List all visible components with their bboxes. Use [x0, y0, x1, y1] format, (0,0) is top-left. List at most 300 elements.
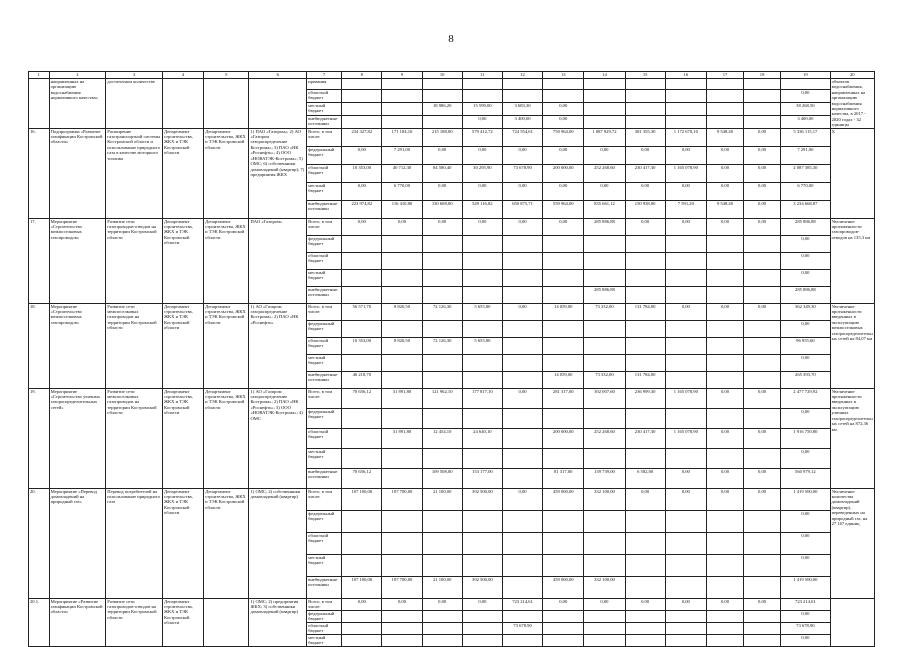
expected-result: Увеличение протяженности введенных в эксплуатацию межпоселковых газораспределительных сетей на 84,07 км: [830, 303, 874, 388]
amount-cell: [382, 468, 422, 488]
amount-cell: [625, 510, 665, 532]
amount-cell: [422, 448, 462, 468]
row-number: 16.: [29, 128, 50, 218]
funding-source: внебюджетные источники: [307, 286, 342, 303]
funding-source: федеральный бюджет: [307, 408, 342, 428]
table-row: [29, 303, 875, 320]
amount-cell: [706, 79, 743, 90]
amount-cell: [625, 532, 665, 554]
amount-cell: 5 336 115,17: [781, 128, 830, 146]
amount-cell: 0,00: [584, 598, 625, 610]
column-number: 2: [49, 72, 106, 79]
amount-cell: [625, 354, 665, 371]
column-number-row: [29, 72, 875, 79]
amount-cell: [502, 554, 542, 576]
amount-cell: 285 886,88: [781, 218, 830, 235]
amount-cell: 0,00: [781, 235, 830, 252]
funding-source: ирования: [307, 79, 342, 90]
amount-cell: [422, 89, 462, 102]
funding-source: внебюджетные источники: [307, 371, 342, 388]
responsible-executor: [204, 598, 249, 646]
funding-source: федеральный бюджет: [307, 510, 342, 532]
amount-cell: 3 683,30: [502, 102, 542, 115]
amount-cell: [744, 371, 781, 388]
amount-cell: [422, 269, 462, 286]
amount-cell: 0,00: [781, 532, 830, 554]
amount-cell: 362 349,30: [781, 303, 830, 320]
amount-cell: 0,00: [342, 146, 382, 164]
amount-cell: 0,00: [781, 320, 830, 337]
amount-cell: 73 332,00: [584, 303, 625, 320]
amount-cell: [502, 89, 542, 102]
amount-cell: 0,00: [744, 218, 781, 235]
column-number: 6: [249, 72, 307, 79]
amount-cell: 392 500,00: [462, 576, 502, 598]
amount-cell: [382, 89, 422, 102]
chief-budget-manager: Департамент строительства, ЖКХ и ТЭК Костромской области: [162, 388, 203, 488]
amount-cell: [625, 634, 665, 646]
amount-cell: [342, 510, 382, 532]
amount-cell: [744, 102, 781, 115]
amount-cell: [584, 448, 625, 468]
amount-cell: 31 891,80: [382, 388, 422, 408]
amount-cell: [665, 79, 706, 90]
amount-cell: 121 962,10: [422, 388, 462, 408]
amount-cell: 1 419 500,00: [781, 488, 830, 510]
amount-cell: 0,00: [665, 598, 706, 610]
amount-cell: 0,00: [342, 182, 382, 200]
amount-cell: 8 820,50: [382, 303, 422, 320]
amount-cell: 1 419 500,00: [781, 576, 830, 598]
amount-cell: 0,00: [706, 388, 743, 408]
amount-cell: [706, 115, 743, 128]
amount-cell: 12 454,10: [422, 428, 462, 448]
amount-cell: [342, 622, 382, 634]
amount-cell: [502, 468, 542, 488]
amount-cell: [462, 634, 502, 646]
measure-goal: Расширение газотранспортной системы Костромской области и использование природного газа в качестве моторного топлива: [106, 128, 163, 218]
table-row: [29, 79, 875, 90]
measure-name: Мероприятие «Строительство уличных газораспределительных сетей»: [49, 388, 106, 488]
amount-cell: [422, 554, 462, 576]
amount-cell: [502, 448, 542, 468]
amount-cell: 0,00: [543, 115, 584, 128]
amount-cell: [665, 337, 706, 354]
amount-cell: [584, 510, 625, 532]
page-number: 8: [448, 33, 454, 45]
amount-cell: 2 477 729,92: [781, 388, 830, 408]
amount-cell: [342, 269, 382, 286]
funding-source: внебюджетные источники: [307, 200, 342, 218]
amount-cell: 0,00: [744, 428, 781, 448]
amount-cell: 70 656,12: [342, 388, 382, 408]
amount-cell: 200 000,00: [543, 164, 584, 182]
amount-cell: 0,00: [543, 182, 584, 200]
amount-cell: 579 412,72: [462, 128, 502, 146]
amount-cell: [706, 576, 743, 598]
amount-cell: 0,00: [625, 488, 665, 510]
amount-cell: [422, 286, 462, 303]
amount-cell: [543, 79, 584, 90]
amount-cell: 96 955,60: [781, 337, 830, 354]
amount-cell: [706, 554, 743, 576]
amount-cell: [342, 115, 382, 128]
column-number: 9: [382, 72, 422, 79]
amount-cell: [502, 337, 542, 354]
amount-cell: [744, 269, 781, 286]
amount-cell: [584, 252, 625, 269]
measure-name: Мероприятие «Перевод домовладений на природный газ»: [49, 488, 106, 598]
funding-source: местный бюджет: [307, 269, 342, 286]
amount-cell: [665, 371, 706, 388]
amount-cell: 21 100,00: [422, 576, 462, 598]
participants: 1) АО «Газпром газораспределение Кострома»; 2) ПАО «НК «Роснефть»; 3) ООО «НОВАТЭК-Кострома»; 4) ОМС: [249, 388, 307, 488]
amount-cell: 5 655,80: [462, 303, 502, 320]
amount-cell: [625, 102, 665, 115]
amount-cell: 0,00: [382, 218, 422, 235]
amount-cell: [543, 320, 584, 337]
column-number: 1: [29, 72, 50, 79]
amount-cell: [462, 554, 502, 576]
amount-cell: 0,00: [665, 488, 706, 510]
amount-cell: 0,00: [502, 388, 542, 408]
amount-cell: [625, 576, 665, 598]
amount-cell: [543, 622, 584, 634]
amount-cell: 10 353,00: [342, 164, 382, 182]
amount-cell: [422, 408, 462, 428]
measure-name: Мероприятие «Строительство межпоселковых газопроводов»: [49, 303, 106, 388]
amount-cell: 285 886,88: [584, 286, 625, 303]
expected-result: Увеличение протяженности газопроводов-отводов на 135,3 км: [830, 218, 874, 303]
amount-cell: [502, 610, 542, 622]
amount-cell: [625, 235, 665, 252]
amount-cell: 759 964,00: [543, 128, 584, 146]
amount-cell: 107 700,00: [382, 576, 422, 598]
amount-cell: 215 188,00: [422, 128, 462, 146]
amount-cell: [342, 448, 382, 468]
amount-cell: 0,00: [706, 218, 743, 235]
amount-cell: 73 678,90: [781, 622, 830, 634]
amount-cell: 650 875,71: [502, 200, 542, 218]
amount-cell: 0,00: [462, 218, 502, 235]
amount-cell: [665, 622, 706, 634]
amount-cell: [462, 286, 502, 303]
amount-cell: [744, 252, 781, 269]
amount-cell: 171 184,10: [382, 128, 422, 146]
amount-cell: 0,00: [584, 146, 625, 164]
funding-source: местный бюджет: [307, 634, 342, 646]
amount-cell: [543, 286, 584, 303]
responsible-executor: [204, 79, 249, 129]
amount-cell: 30 295,90: [462, 164, 502, 182]
funding-source: местный бюджет: [307, 102, 342, 115]
amount-cell: 15 599,00: [462, 102, 502, 115]
amount-cell: 0,00: [422, 146, 462, 164]
amount-cell: 0,00: [625, 146, 665, 164]
amount-cell: [462, 622, 502, 634]
amount-cell: 2 087 385,30: [781, 164, 830, 182]
amount-cell: [462, 252, 502, 269]
amount-cell: 459 000,00: [543, 576, 584, 598]
amount-cell: [665, 448, 706, 468]
expected-result: Х: [830, 128, 874, 218]
amount-cell: 10 353,00: [342, 337, 382, 354]
amount-cell: [744, 448, 781, 468]
column-number: 3: [106, 72, 163, 79]
table-body: [29, 72, 875, 647]
amount-cell: 281 317,00: [543, 388, 584, 408]
amount-cell: 5 655,80: [462, 337, 502, 354]
measure-name: Мероприятие «Развитие газификации Костромской области»: [49, 598, 106, 646]
funding-source: федеральный бюджет: [307, 235, 342, 252]
funding-source: внебюджетные источники: [307, 115, 342, 128]
amount-cell: [706, 320, 743, 337]
amount-cell: [342, 320, 382, 337]
amount-cell: [584, 89, 625, 102]
amount-cell: [706, 337, 743, 354]
amount-cell: 153 177,00: [462, 468, 502, 488]
amount-cell: [744, 337, 781, 354]
amount-cell: [502, 510, 542, 532]
chief-budget-manager: Департамент строительства, ЖКХ и ТЭК Костромской области: [162, 303, 203, 388]
amount-cell: 70 656,12: [342, 468, 382, 488]
amount-cell: 6 770,00: [781, 182, 830, 200]
amount-cell: [584, 79, 625, 90]
amount-cell: [382, 532, 422, 554]
responsible-executor: Департамент строительства, ЖКХ и ТЭК Костромской области: [204, 488, 249, 598]
amount-cell: [342, 532, 382, 554]
amount-cell: [462, 510, 502, 532]
amount-cell: 234 327,82: [342, 128, 382, 146]
amount-cell: 40 712,30: [382, 164, 422, 182]
measure-goal: Развитие сети межпоселковых газопроводов на территории Костромской области: [106, 303, 163, 388]
amount-cell: 0,00: [422, 218, 462, 235]
amount-cell: 223 974,82: [342, 200, 382, 218]
column-number: 17: [706, 72, 743, 79]
amount-cell: [422, 634, 462, 646]
amount-cell: 84 580,40: [422, 164, 462, 182]
amount-cell: [625, 115, 665, 128]
amount-cell: [625, 79, 665, 90]
amount-cell: 0,00: [744, 146, 781, 164]
amount-cell: 0,00: [422, 598, 462, 610]
column-number: 5: [204, 72, 249, 79]
amount-cell: [584, 269, 625, 286]
amount-cell: [706, 510, 743, 532]
amount-cell: [543, 448, 584, 468]
participants: [249, 79, 307, 129]
amount-cell: [665, 269, 706, 286]
amount-cell: [706, 371, 743, 388]
amount-cell: 0,00: [781, 408, 830, 428]
column-number: 8: [342, 72, 382, 79]
amount-cell: [625, 448, 665, 468]
amount-cell: 252 268,60: [584, 428, 625, 448]
amount-cell: [462, 610, 502, 622]
amount-cell: [543, 610, 584, 622]
amount-cell: 139 739,00: [584, 468, 625, 488]
amount-cell: 0,00: [706, 303, 743, 320]
amount-cell: 0,00: [502, 218, 542, 235]
amount-cell: 109 508,00: [422, 468, 462, 488]
amount-cell: 0,00: [781, 252, 830, 269]
amount-cell: 723 214,61: [502, 598, 542, 610]
measure-name: направленных на организацию водоснабжения нормативного качества»: [49, 79, 106, 129]
amount-cell: [706, 269, 743, 286]
amount-cell: [744, 610, 781, 622]
amount-cell: 0,00: [502, 146, 542, 164]
amount-cell: [744, 622, 781, 634]
amount-cell: [382, 115, 422, 128]
amount-cell: [665, 576, 706, 598]
table-row: [29, 218, 875, 235]
amount-cell: 1 165 078,90: [665, 164, 706, 182]
amount-cell: [382, 252, 422, 269]
amount-cell: [584, 320, 625, 337]
amount-cell: [781, 79, 830, 90]
funding-source: областной бюджет: [307, 89, 342, 102]
column-number: 13: [543, 72, 584, 79]
amount-cell: 6 582,00: [625, 468, 665, 488]
amount-cell: [584, 235, 625, 252]
amount-cell: [462, 269, 502, 286]
amount-cell: 285 886,88: [781, 286, 830, 303]
amount-cell: [584, 634, 625, 646]
amount-cell: [462, 532, 502, 554]
funding-source: областной бюджет: [307, 252, 342, 269]
amount-cell: 0,00: [422, 182, 462, 200]
amount-cell: 236 999,30: [625, 388, 665, 408]
amount-cell: 723 214,61: [781, 598, 830, 610]
amount-cell: 38 268,50: [781, 102, 830, 115]
amount-cell: 0,00: [744, 303, 781, 320]
amount-cell: 1 087 929,72: [584, 128, 625, 146]
expected-result: Увеличение протяженности введенных в эксплуатацию уличных газораспределительных сетей на 872,36 км: [830, 388, 874, 488]
amount-cell: [382, 448, 422, 468]
participants: 1) ОМС; 2) собственники домовладений (квартир): [249, 488, 307, 598]
amount-cell: 0,00: [744, 598, 781, 610]
amount-cell: 0,00: [625, 218, 665, 235]
funding-source: Всего, в том числе:: [307, 303, 342, 320]
amount-cell: [625, 252, 665, 269]
amount-cell: 21 100,00: [422, 488, 462, 510]
amount-cell: [543, 269, 584, 286]
responsible-executor: Департамент строительства, ЖКХ и ТЭК Костромской области: [204, 218, 249, 303]
amount-cell: 14 059,00: [543, 303, 584, 320]
measure-name: Мероприятие «Строительство межпоселковых газопроводов»: [49, 218, 106, 303]
amount-cell: [543, 532, 584, 554]
amount-cell: [665, 102, 706, 115]
amount-cell: [744, 235, 781, 252]
amount-cell: [422, 371, 462, 388]
responsible-executor: Департамент строительства, ЖКХ и ТЭК Костромской области: [204, 303, 249, 388]
amount-cell: 0,00: [342, 598, 382, 610]
amount-cell: [584, 337, 625, 354]
amount-cell: [584, 622, 625, 634]
amount-cell: [342, 286, 382, 303]
amount-cell: [584, 532, 625, 554]
amount-cell: [706, 408, 743, 428]
measure-goal: достаточном количестве: [106, 79, 163, 129]
amount-cell: [706, 532, 743, 554]
amount-cell: 0,00: [382, 598, 422, 610]
amount-cell: 0,00: [502, 182, 542, 200]
amount-cell: 0,00: [744, 182, 781, 200]
measure-name: Подпрограмма «Развитие газификации Костромской области»: [49, 128, 106, 218]
amount-cell: [462, 320, 502, 337]
amount-cell: [382, 286, 422, 303]
amount-cell: [584, 554, 625, 576]
amount-cell: 72 126,30: [422, 337, 462, 354]
amount-cell: 14 059,00: [543, 371, 584, 388]
column-number: 12: [502, 72, 542, 79]
amount-cell: [462, 89, 502, 102]
funding-source: федеральный бюджет: [307, 146, 342, 164]
amount-cell: [342, 634, 382, 646]
amount-cell: [665, 89, 706, 102]
amount-cell: [422, 79, 462, 90]
amount-cell: [706, 610, 743, 622]
amount-cell: [706, 252, 743, 269]
amount-cell: [706, 622, 743, 634]
participants: 1) АО «Газпром газораспределение Кострома»; 2) ПАО «НК «Роснефть»: [249, 303, 307, 388]
amount-cell: [502, 235, 542, 252]
amount-cell: [462, 448, 502, 468]
amount-cell: [382, 102, 422, 115]
funding-source: Всего, в том числе:: [307, 388, 342, 408]
funding-source: областной бюджет: [307, 428, 342, 448]
amount-cell: 72 126,30: [422, 303, 462, 320]
funding-source: местный бюджет: [307, 354, 342, 371]
amount-cell: [584, 354, 625, 371]
amount-cell: 230 417,30: [625, 428, 665, 448]
amount-cell: [502, 576, 542, 598]
funding-source: областной бюджет: [307, 337, 342, 354]
amount-cell: 0,00: [584, 182, 625, 200]
column-number: 18: [744, 72, 781, 79]
funding-source: местный бюджет: [307, 448, 342, 468]
amount-cell: 56 571,70: [342, 303, 382, 320]
amount-cell: [625, 286, 665, 303]
amount-cell: 559 964,00: [543, 200, 584, 218]
row-number: 20.: [29, 488, 50, 598]
amount-cell: [744, 634, 781, 646]
measure-goal: Развитие сети газопроводов-отводов на территории Костромской области: [106, 598, 163, 646]
column-number: 19: [781, 72, 830, 79]
amount-cell: 0,00: [665, 146, 706, 164]
amount-cell: [584, 115, 625, 128]
funding-source: областной бюджет: [307, 164, 342, 182]
column-number: 20: [830, 72, 874, 79]
funding-source: внебюджетные источники: [307, 468, 342, 488]
expected-result: объектов водоснабжения, направленных на организацию водоснабжения нормативного качества, в 2017 - 2020 годах - 32 единицы: [830, 79, 874, 129]
column-number: 7: [307, 72, 342, 79]
amount-cell: [382, 320, 422, 337]
amount-cell: [342, 89, 382, 102]
amount-cell: 24 640,10: [462, 428, 502, 448]
amount-cell: 6 770,00: [382, 182, 422, 200]
funding-source: областной бюджет: [307, 532, 342, 554]
amount-cell: [543, 408, 584, 428]
amount-cell: [625, 622, 665, 634]
amount-cell: 835 661,12: [584, 200, 625, 218]
amount-cell: 131 784,00: [625, 303, 665, 320]
amount-cell: [422, 610, 462, 622]
row-number: 18.: [29, 303, 50, 388]
funding-source: федеральный бюджет: [307, 320, 342, 337]
amount-cell: [543, 354, 584, 371]
amount-cell: [382, 235, 422, 252]
